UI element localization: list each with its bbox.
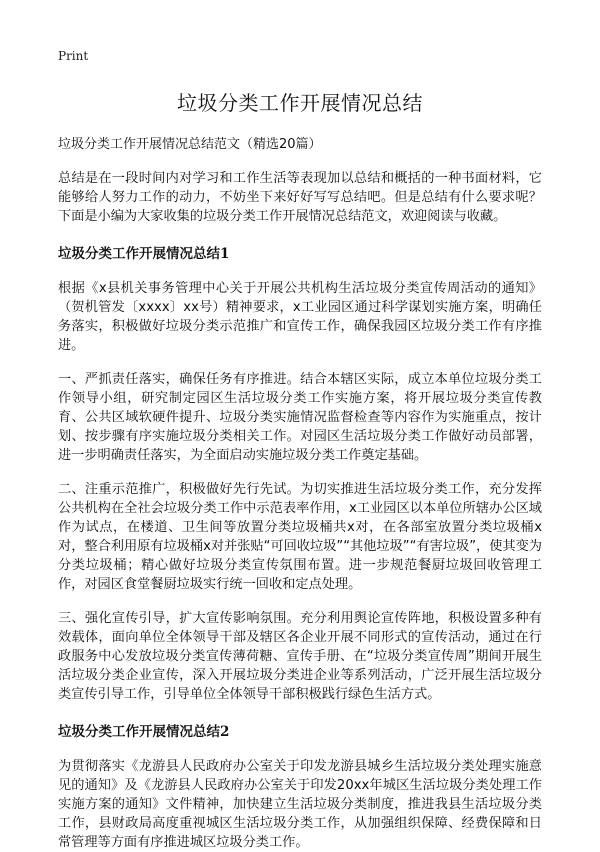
intro-paragraph: 总结是在一段时间内对学习和工作生活等表现加以总结和概括的一种书面材料，它能够给人努力工作的动力，不妨坐下来好好写写总结吧。但是总结有什么要求呢？下面是小编为大家收集的垃圾分类工作开展情况总结范文，欢迎阅读与收藏。 <box>58 171 542 224</box>
document-title: 垃圾分类工作开展情况总结 <box>177 91 423 115</box>
section-2 <box>58 722 542 852</box>
document-subtitle: 垃圾分类工作开展情况总结范文（精选20篇） <box>58 137 322 152</box>
section-paragraph: 三、强化宣传引导，扩大宣传影响氛围。充分利用舆论宣传阵地，积极设置多种有效载体，面向单位全体领导干部及辖区各企业开展不同形式的宣传活动，通过在行政服务中心发放垃圾分类宣传薄荷糖、宣传手册、在“垃圾分类宣传周”期间开展生活垃圾分类企业宣传，深入开展垃圾分类进企业等系列活动，广泛开展生活垃圾分类宣传引导工作，引导单位全体领导干部积极践行绿色生活方式。 <box>58 611 542 702</box>
section-paragraph: 为贯彻落实《龙游县人民政府办公室关于印发龙游县城乡生活垃圾分类处理实施意见的通知》及《龙游县人民政府办公室关于印发20xx年城区生活垃圾分类处理工作实施方案的通知》文件精神，加快建立生活垃圾分类制度，推进我县生活垃圾分类工作，县财政局高度重视城区生活垃圾分类工作，从加强组织保障、经费保障和日常管理等方面有序推进城区垃圾分类工作。 <box>58 759 542 850</box>
section-heading: 垃圾分类工作开展情况总结1 <box>58 246 230 262</box>
section-paragraph: 根据《x县机关事务管理中心关于开展公共机构生活垃圾分类宣传周活动的通知》（贺机管发〔xxxx〕xx号）精神要求，x工业园区通过科学谋划实施方案，明确任务落实，积极做好垃圾分类示范推广和宣传工作，确保我园区垃圾分类工作有序推进。 <box>58 281 542 353</box>
section-paragraph: 一、严抓责任落实，确保任务有序推进。结合本辖区实际，成立本单位垃圾分类工作领导小组，研究制定园区生活垃圾分类工作实施方案，将开展垃圾分类宣传教育、公共区域软硬件提升、垃圾分类实施情况监督检查等内容作为实施重点，按计划、按步骤有序实施垃圾分类相关工作。对园区生活垃圾分类工作做好动员部署，进一步明确责任落实，为全面启动实施垃圾分类工作奠定基础。 <box>58 372 542 463</box>
section-paragraph: 二、注重示范推广，积极做好先行先试。为切实推进生活垃圾分类工作，充分发挥公共机构在全社会垃圾分类工作中示范表率作用，x工业园区以本单位所辖办公区域作为试点，在楼道、卫生间等放置分类垃圾桶共x对，在各部室放置分类垃圾桶x对，整合利用原有垃圾桶x对并张贴“可回收垃圾”“其他垃圾”“有害垃圾”，使其变为分类垃圾桶；精心做好垃圾分类宣传氛围布置。进一步规范餐厨垃圾回收管理工作，对园区食堂餐厨垃圾实行统一回收和定点处理。 <box>58 482 542 592</box>
section-heading: 垃圾分类工作开展情况总结2 <box>58 724 230 740</box>
print-link[interactable]: Print <box>58 49 89 63</box>
section-1 <box>58 244 542 704</box>
